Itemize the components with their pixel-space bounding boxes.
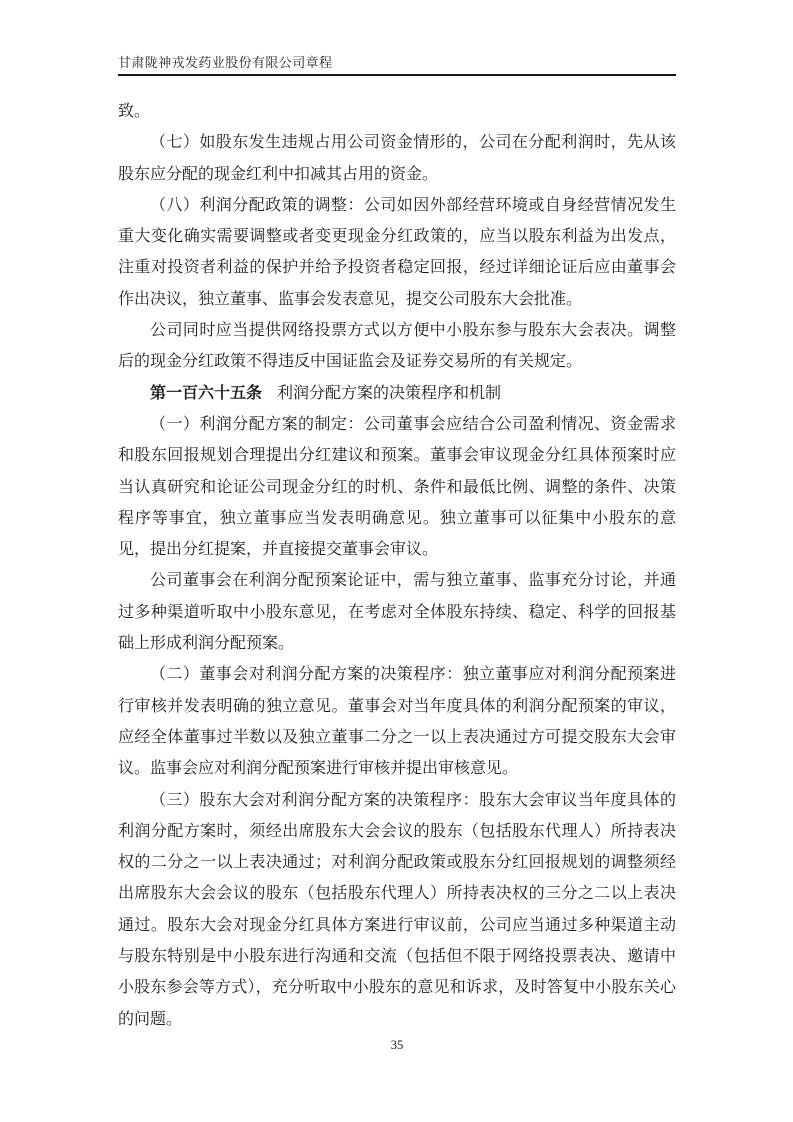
page-number: 35 [390, 1038, 404, 1052]
document-body [118, 96, 676, 1035]
paragraph-network-voting: 公司同时应当提供网络投票方式以方便中小股东参与股东大会表决。调整后的现金分红政策不得违反中国证监会及证券交易所的有关规定。 [118, 322, 676, 371]
article-number: 第一百六十五条 [150, 384, 263, 402]
article-title: 利润分配方案的决策程序和机制 [277, 384, 502, 402]
paragraph-item-one: （一）利润分配方案的制定：公司董事会应结合公司盈利情况、资金需求和股东回报规划合理提出分红建议和预案。董事会审议现金分红具体预案时应当认真研究和论证公司现金分红的时机、条件和最低比例、调整的条件、决策程序等事宜，独立董事应当发表明确意见。独立董事可以征集中小股东的意见，提出分红提案，并直接提交董事会审议。 [118, 415, 676, 559]
paragraph-continuation: 致。 [118, 103, 151, 120]
paragraph-item-seven: （七）如股东发生违规占用公司资金情形的，公司在分配利润时，先从该股东应分配的现金红利中扣减其占用的资金。 [118, 134, 676, 183]
paragraph-item-two: （二）董事会对利润分配方案的决策程序：独立董事应对利润分配预案进行审核并发表明确的独立意见。董事会对当年度具体的利润分配预案的审议，应经全体董事过半数以及独立董事二分之一以上表决通过方可提交股东大会审议。监事会应对利润分配预案进行审核并提出审核意见。 [118, 666, 676, 778]
paragraph-item-three: （三）股东大会对利润分配方案的决策程序：股东大会审议当年度具体的利润分配方案时，须经出席股东大会会议的股东（包括股东代理人）所持表决权的二分之一以上表决通过；对利润分配政策或股东分红回报规划的调整须经出席股东大会会议的股东（包括股东代理人）所持表决权的三分之二以上表决通过。股东大会对现金分红具体方案进行审议前，公司应当通过多种渠道主动与股东特别是中小股东进行沟通和交流（包括但不限于网络投票表决、邀请中小股东参会等方式），充分听取中小股东的意见和诉求，及时答复中小股东关心的问题。 [118, 791, 676, 1028]
article-heading [118, 378, 676, 409]
paragraph-board-discussion: 公司董事会在利润分配预案论证中，需与独立董事、监事充分讨论，并通过多种渠道听取中小股东意见，在考虑对全体股东持续、稳定、科学的回报基础上形成利润分配预案。 [118, 572, 676, 653]
paragraph-item-eight: （八）利润分配政策的调整：公司如因外部经营环境或自身经营情况发生重大变化确实需要调整或者变更现金分红政策的，应当以股东利益为出发点，注重对投资者利益的保护并给予投资者稳定回报，经过详细论证后应由董事会作出决议，独立董事、监事会发表意见，提交公司股东大会批准。 [118, 196, 676, 308]
page-header [118, 55, 676, 76]
document-header-title: 甘肃陇神戎发药业股份有限公司章程 [118, 55, 333, 70]
page-footer [118, 1038, 676, 1053]
